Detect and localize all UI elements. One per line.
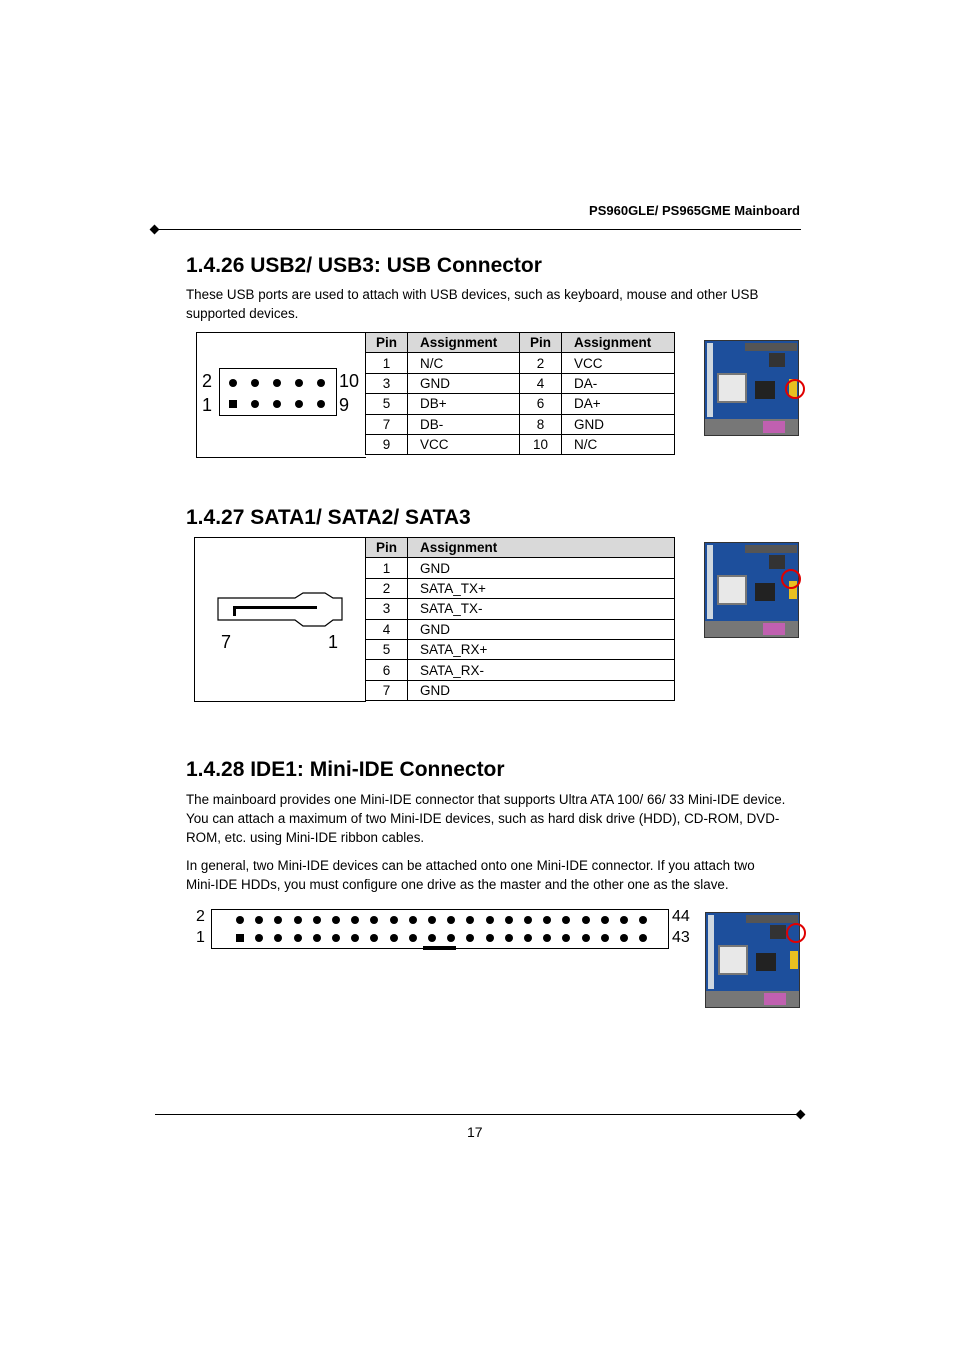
usb-pin <box>295 379 303 387</box>
ide-pin <box>409 916 417 924</box>
table-row <box>366 639 675 659</box>
usb-pin <box>229 379 237 387</box>
mainboard-photo-icon <box>704 542 799 638</box>
table-cell: 4 <box>366 619 408 639</box>
ide-pin <box>313 934 321 942</box>
table-row <box>366 599 675 619</box>
ide-pin <box>601 916 609 924</box>
table-cell: GND <box>408 619 675 639</box>
ide-pin <box>505 934 513 942</box>
sata-location-marker-icon <box>781 569 801 589</box>
table-cell: 10 <box>520 434 562 454</box>
table-cell: 1 <box>366 558 408 578</box>
sata-pin-table <box>365 537 675 701</box>
table-cell: GND <box>562 414 675 434</box>
table-row <box>366 578 675 598</box>
table-cell: GND <box>408 558 675 578</box>
table-cell: GND <box>408 680 675 700</box>
ide-pin <box>332 934 340 942</box>
table-cell: DA- <box>562 373 675 393</box>
sata-label-pin1: 1 <box>328 632 339 652</box>
table-cell: 5 <box>366 394 408 414</box>
table-cell: VCC <box>562 353 675 373</box>
ide-pin <box>582 934 590 942</box>
table-row <box>366 619 675 639</box>
table-cell: 5 <box>366 639 408 659</box>
ide-pin <box>486 934 494 942</box>
table-cell: GND <box>408 373 520 393</box>
usb-label-pin1: 1 <box>202 395 213 415</box>
ide-pin <box>620 916 628 924</box>
ide-location-marker-icon <box>786 923 806 943</box>
usb-pin-diagram-frame <box>196 332 366 458</box>
table-cell: 7 <box>366 414 408 434</box>
usb-pin <box>317 379 325 387</box>
table-cell: DB+ <box>408 394 520 414</box>
table-cell: 2 <box>520 353 562 373</box>
column-header: Assignment <box>408 538 675 558</box>
usb-pin <box>273 379 281 387</box>
usb-header-outline <box>219 368 337 416</box>
table-cell: 8 <box>520 414 562 434</box>
ide-section-heading: 1.4.28 IDE1: Mini-IDE Connector <box>186 758 505 781</box>
ide-header-outline <box>211 909 669 949</box>
ide-pin <box>524 916 532 924</box>
sata-label-pin7: 7 <box>221 632 232 652</box>
column-header: Assignment <box>562 333 675 353</box>
sata-section-heading: 1.4.27 SATA1/ SATA2/ SATA3 <box>186 506 471 529</box>
ide-pin <box>601 934 609 942</box>
table-cell: 6 <box>366 660 408 680</box>
usb-section-heading: 1.4.26 USB2/ USB3: USB Connector <box>186 254 542 277</box>
table-cell: 2 <box>366 578 408 598</box>
page-header-title: PS960GLE/ PS965GME Mainboard <box>589 203 800 218</box>
usb-label-pin2: 2 <box>202 371 213 391</box>
table-cell: 6 <box>520 394 562 414</box>
ide-pin <box>505 916 513 924</box>
table-cell: DB- <box>408 414 520 434</box>
usb-pin-table <box>365 332 675 455</box>
table-row <box>366 434 675 454</box>
table-row <box>366 660 675 680</box>
ide-label-pin44: 44 <box>672 908 690 925</box>
ide-paragraph-1: The mainboard provides one Mini-IDE connector that supports Ultra ATA 100/ 66/ 33 Mini-IDE device. You can attach a maximum of two Mini-IDE devices, such as hard disk drive (HDD), CD-ROM, DVD-ROM, etc. using Mini-IDE ribbon cables. <box>186 792 786 845</box>
usb-pin <box>273 400 281 408</box>
table-cell: 7 <box>366 680 408 700</box>
ide-pin <box>313 916 321 924</box>
usb-pin <box>295 400 303 408</box>
ide-pin <box>390 916 398 924</box>
ide-pin <box>390 934 398 942</box>
column-header: Assignment <box>408 333 520 353</box>
mainboard-photo-icon <box>705 912 800 1008</box>
usb-description: These USB ports are used to attach with USB devices, such as keyboard, mouse and other USB supported devices. <box>186 287 759 321</box>
table-cell: 1 <box>366 353 408 373</box>
sata-diagram-frame <box>194 537 366 702</box>
column-header: Pin <box>520 333 562 353</box>
column-header: Pin <box>366 538 408 558</box>
ide-paragraph-2: In general, two Mini-IDE devices can be attached onto one Mini-IDE connector. If you attach two Mini-IDE HDDs, you must configure one drive as the master and the other one as the slave. <box>186 858 755 892</box>
table-row <box>366 353 675 373</box>
ide-pin <box>294 934 302 942</box>
diamond-bullet-icon <box>796 1110 806 1120</box>
page-number: 17 <box>467 1124 483 1140</box>
ide-pin1-square <box>236 934 244 942</box>
table-cell: SATA_TX- <box>408 599 675 619</box>
ide-pin <box>294 916 302 924</box>
ide-pin-diagram <box>196 908 696 953</box>
table-cell: SATA_TX+ <box>408 578 675 598</box>
table-row <box>366 373 675 393</box>
table-cell: 3 <box>366 599 408 619</box>
table-cell: SATA_RX- <box>408 660 675 680</box>
usb-location-marker-icon <box>785 379 805 399</box>
ide-pin <box>409 934 417 942</box>
ide-label-pin1: 1 <box>196 929 205 946</box>
ide-label-pin43: 43 <box>672 929 690 946</box>
ide-pin <box>236 916 244 924</box>
ide-pin <box>582 916 590 924</box>
table-cell: N/C <box>562 434 675 454</box>
usb-pin1-square <box>229 400 237 408</box>
table-cell: 9 <box>366 434 408 454</box>
usb-pin <box>251 400 259 408</box>
table-row <box>366 414 675 434</box>
table-cell: 3 <box>366 373 408 393</box>
usb-pin <box>251 379 259 387</box>
table-cell: DA+ <box>562 394 675 414</box>
table-cell: N/C <box>408 353 520 373</box>
header-rule <box>155 229 801 230</box>
table-cell: SATA_RX+ <box>408 639 675 659</box>
table-header-row <box>366 538 675 558</box>
ide-pin <box>428 934 436 942</box>
table-row <box>366 558 675 578</box>
ide-pin <box>486 916 494 924</box>
table-cell: VCC <box>408 434 520 454</box>
ide-key-bar <box>423 946 456 950</box>
usb-pin <box>317 400 325 408</box>
sata-connector-outline <box>195 538 367 703</box>
ide-label-pin2: 2 <box>196 908 205 925</box>
usb-label-pin10: 10 <box>339 371 360 391</box>
table-row <box>366 680 675 700</box>
usb-label-pin9: 9 <box>339 395 350 415</box>
footer-rule <box>155 1114 799 1115</box>
ide-pin <box>620 934 628 942</box>
table-row <box>366 394 675 414</box>
ide-pin <box>524 934 532 942</box>
column-header: Pin <box>366 333 408 353</box>
ide-pin <box>428 916 436 924</box>
table-header-row <box>366 333 675 353</box>
table-cell: 4 <box>520 373 562 393</box>
ide-pin <box>332 916 340 924</box>
